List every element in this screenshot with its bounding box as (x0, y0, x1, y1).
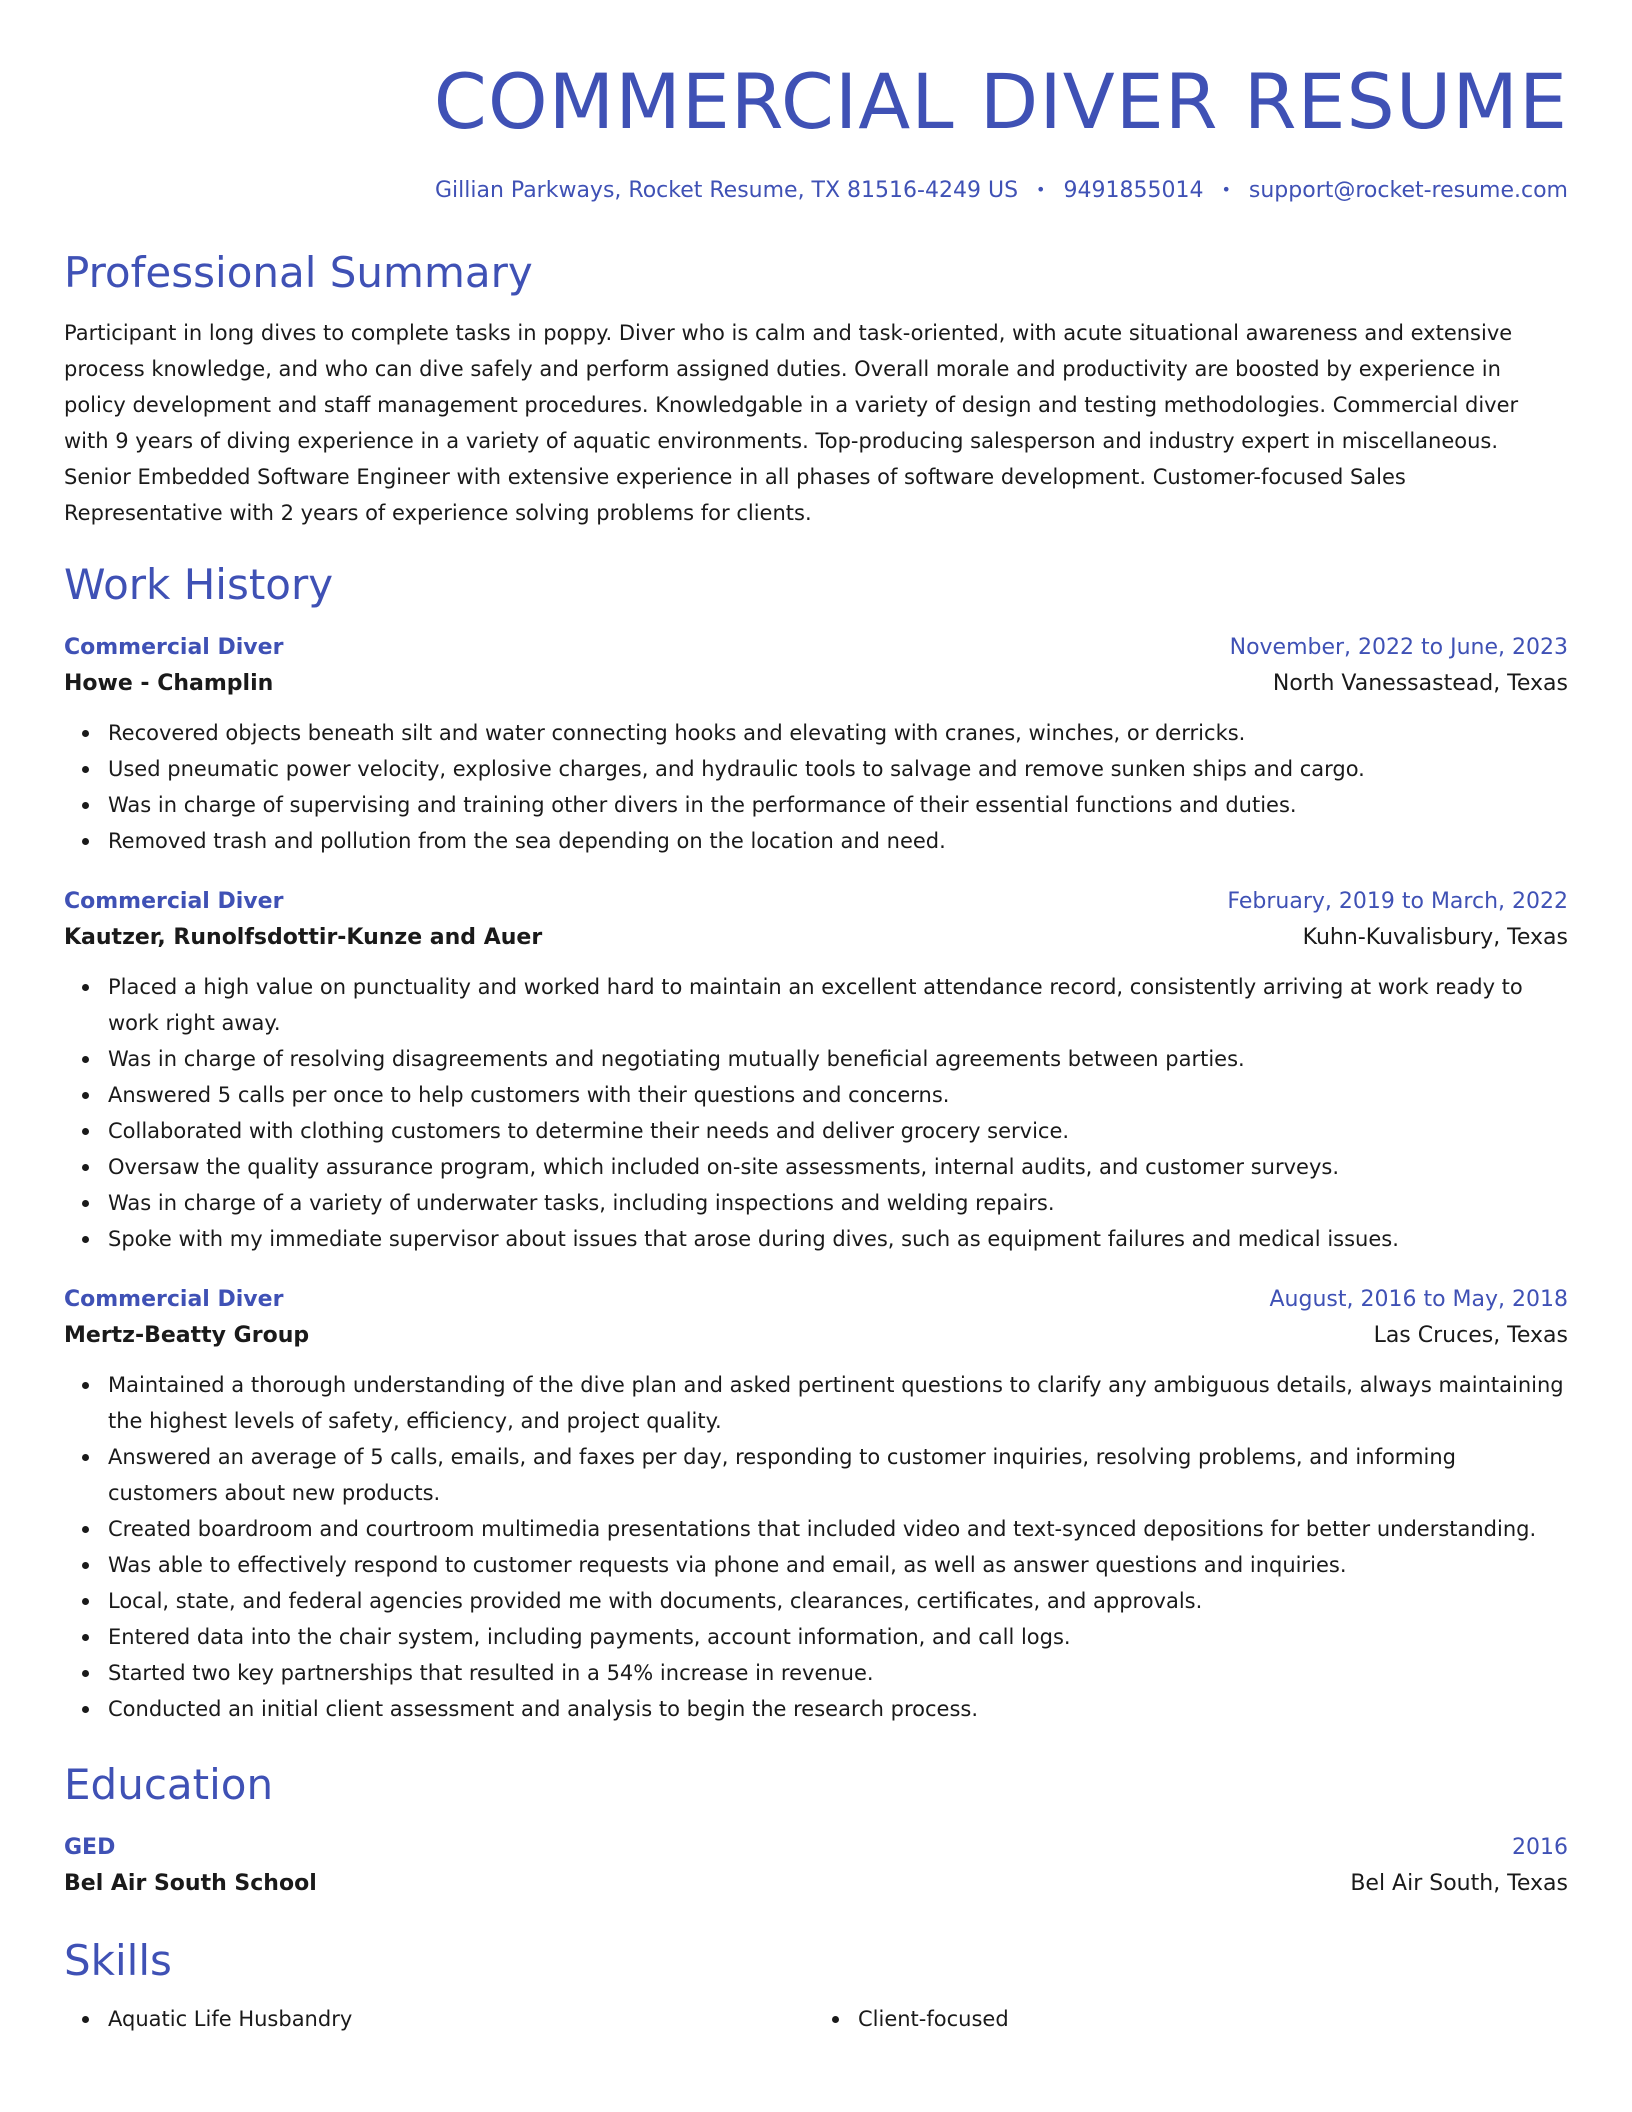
job-company-row (64, 665, 1568, 703)
job-company: Mertz-Beatty Group (64, 1323, 310, 1348)
job-title: Commercial Diver (64, 889, 284, 914)
summary-text: Participant in long dives to complete tasks in poppy. Diver who is calm and task-oriented, with acute situational awareness and extensive process knowledge, and who can dive safely and perform assigned duties. Overall morale and productivity are boosted by experience in policy development and staff management procedures. Knowledgable in a variety of design and testing methodologies. Commercial diver with 9 years of diving experience in a variety of aquatic environments. Top-producing salesperson and industry expert in miscellaneous. Senior Embedded Software Engineer with extensive experience in all phases of software development. Customer-focused Sales Representative with 2 years of experience solving problems for clients. (64, 321, 1519, 525)
job-header-row (64, 885, 1568, 919)
job-bullet: Was in charge of a variety of underwater tasks, including inspections and welding repairs. (108, 1185, 1568, 1221)
job-bullet: Placed a high value on punctuality and worked hard to maintain an excellent attendance record, consistently arriving at work ready to work right away. (108, 969, 1568, 1041)
job-bullet: Recovered objects beneath silt and water connecting hooks and elevating with cranes, winches, or derricks. (108, 715, 1568, 751)
contact-address: Gillian Parkways, Rocket Resume, TX 81516-4249 US (435, 178, 1019, 203)
skill-item: Aquatic Life Husbandry (108, 2001, 818, 2037)
job-dates: February, 2019 to March, 2022 (1227, 889, 1568, 914)
job-bullet: Local, state, and federal agencies provided me with documents, clearances, certificates, and approvals. (108, 1583, 1568, 1619)
job-bullet: Used pneumatic power velocity, explosive charges, and hydraulic tools to salvage and remove sunken ships and cargo. (108, 751, 1568, 787)
education-heading: Education (64, 1760, 274, 1809)
education-school: Bel Air South School (64, 1871, 317, 1896)
job-dates: November, 2022 to June, 2023 (1229, 635, 1568, 660)
job-company-row (64, 919, 1568, 957)
education-school-row (64, 1865, 1568, 1903)
job-bullet: Answered an average of 5 calls, emails, and faxes per day, responding to customer inquiries, resolving problems, and informing customers about new products. (108, 1439, 1568, 1511)
contact-phone: 9491855014 (1063, 178, 1204, 203)
contact-line (64, 176, 1568, 207)
job-company: Howe - Champlin (64, 671, 274, 696)
job-title: Commercial Diver (64, 635, 284, 660)
job-entry (64, 631, 1568, 859)
job-bullet: Created boardroom and courtroom multimedia presentations that included video and text-synced depositions for better understanding. (108, 1511, 1568, 1547)
job-bullet: Removed trash and pollution from the sea depending on the location and need. (108, 823, 1568, 859)
skills-list (64, 2001, 1568, 2037)
job-bullets (64, 1367, 1568, 1727)
work-history-heading: Work History (64, 560, 334, 609)
job-location: Kuhn-Kuvalisbury, Texas (1302, 925, 1568, 950)
job-bullet: Spoke with my immediate supervisor about issues that arose during dives, such as equipment failures and medical issues. (108, 1221, 1568, 1257)
job-header-row (64, 1283, 1568, 1317)
job-location: Las Cruces, Texas (1373, 1323, 1568, 1348)
job-bullet: Was in charge of supervising and training other divers in the performance of their essential functions and duties. (108, 787, 1568, 823)
skill-item: Client-focused (858, 2001, 1568, 2037)
education-header-row (64, 1831, 1568, 1865)
job-bullet: Maintained a thorough understanding of the dive plan and asked pertinent questions to clarify any ambiguous details, always maintaining the highest levels of safety, efficiency, and project quality. (108, 1367, 1568, 1439)
education-location: Bel Air South, Texas (1350, 1871, 1568, 1896)
job-title: Commercial Diver (64, 1287, 284, 1312)
job-bullet: Started two key partnerships that resulted in a 54% increase in revenue. (108, 1655, 1568, 1691)
job-bullet: Answered 5 calls per once to help customers with their questions and concerns. (108, 1077, 1568, 1113)
job-bullet: Entered data into the chair system, including payments, account information, and call logs. (108, 1619, 1568, 1655)
job-header-row (64, 631, 1568, 665)
job-bullet: Conducted an initial client assessment and analysis to begin the research process. (108, 1691, 1568, 1727)
contact-separator: • (1036, 180, 1046, 199)
education-entry (64, 1831, 1568, 1903)
education-year: 2016 (1512, 1835, 1568, 1860)
job-company-row (64, 1317, 1568, 1355)
contact-separator: • (1221, 180, 1231, 199)
contact-email: support@rocket-resume.com (1248, 178, 1568, 203)
job-bullet: Was able to effectively respond to customer requests via phone and email, as well as answer questions and inquiries. (108, 1547, 1568, 1583)
education-degree: GED (64, 1835, 116, 1860)
job-company: Kautzer, Runolfsdottir-Kunze and Auer (64, 925, 543, 950)
job-bullet: Oversaw the quality assurance program, which included on-site assessments, internal audits, and customer surveys. (108, 1149, 1568, 1185)
job-bullet: Was in charge of resolving disagreements and negotiating mutually beneficial agreements between parties. (108, 1041, 1568, 1077)
job-entry (64, 1283, 1568, 1727)
skills-heading: Skills (64, 1936, 172, 1985)
summary-heading: Professional Summary (64, 248, 533, 297)
resume-title: COMMERCIAL DIVER RESUME (433, 57, 1568, 146)
job-dates: August, 2016 to May, 2018 (1269, 1287, 1568, 1312)
job-location: North Vanessastead, Texas (1272, 671, 1568, 696)
job-bullets (64, 715, 1568, 859)
job-bullet: Collaborated with clothing customers to determine their needs and deliver grocery service. (108, 1113, 1568, 1149)
job-bullets (64, 969, 1568, 1257)
job-entry (64, 885, 1568, 1257)
